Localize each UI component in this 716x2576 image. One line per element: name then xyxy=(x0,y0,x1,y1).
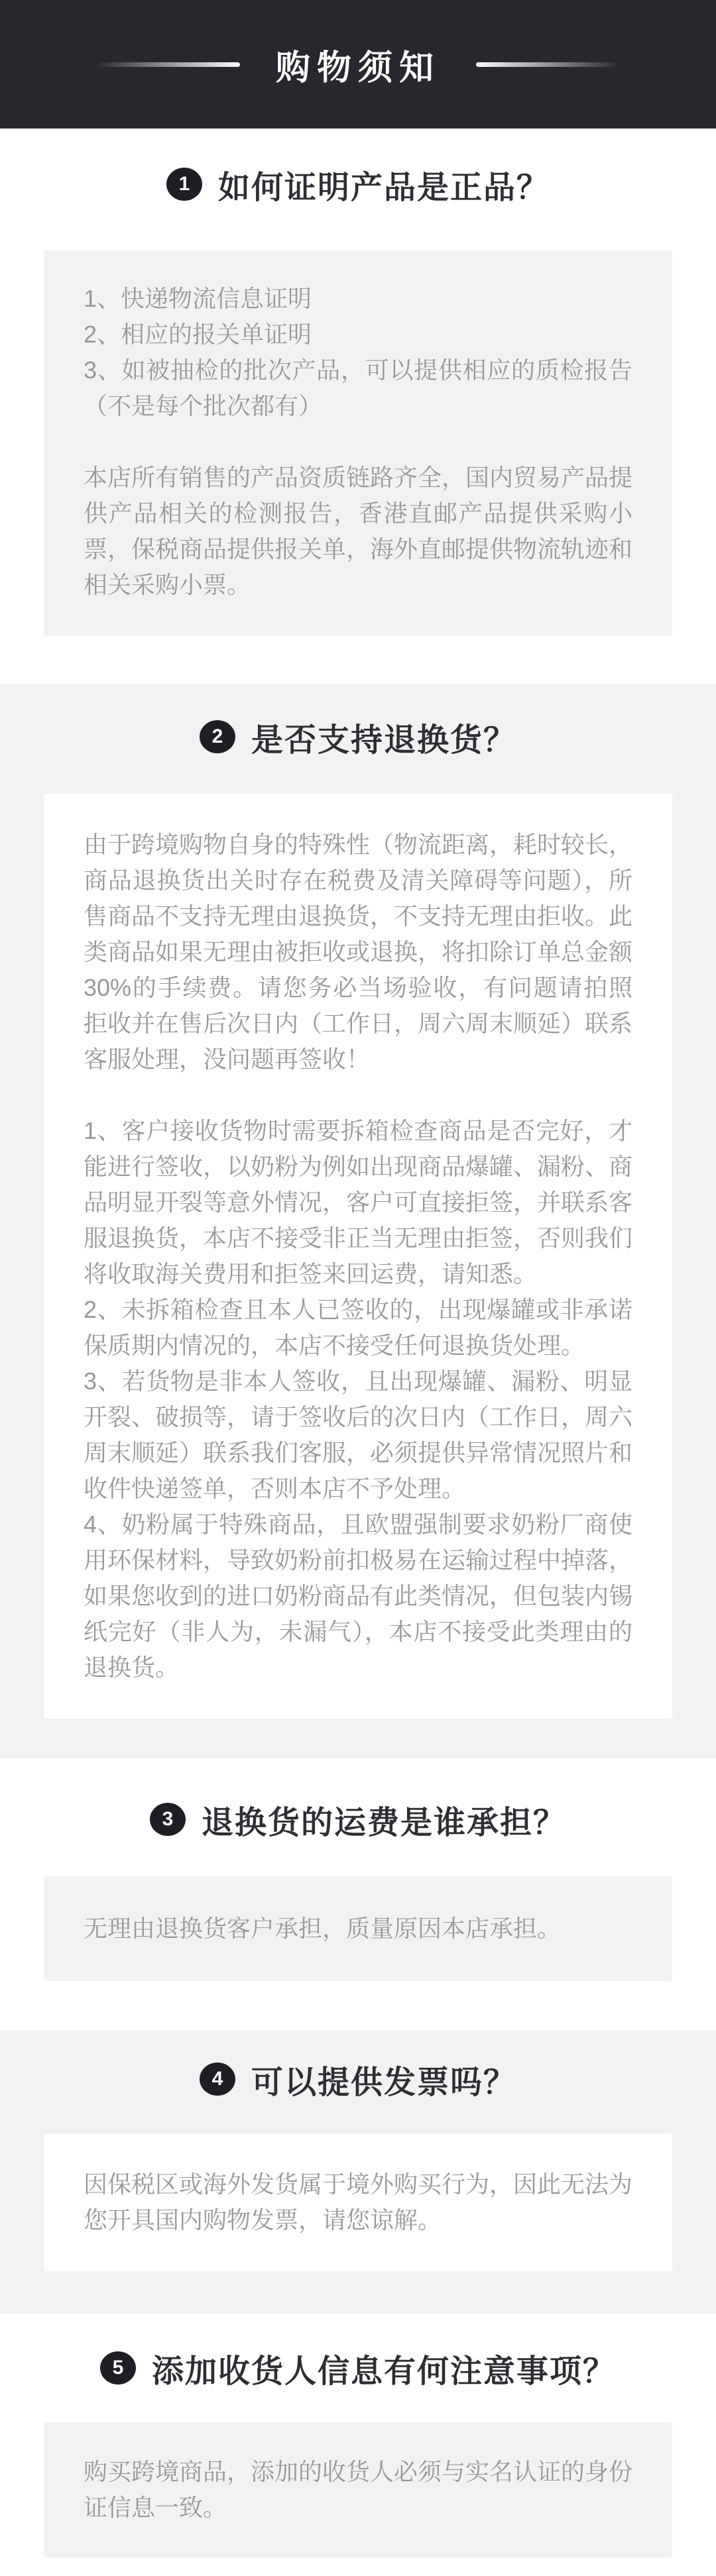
body-paragraph: 无理由退换货客户承担，质量原因本店承担。 xyxy=(84,1915,562,1942)
page-title: 购物须知 xyxy=(275,48,440,87)
section-body xyxy=(44,2422,672,2557)
body-paragraph: 由于跨境购物自身的特殊性（物流距离，耗时较长，商品退换货出关时存在税费及清关障碍等问题），所售商品不支持无理由退换货，不支持无理由拒收。此类商品如果无理由被拒收或退换，将扣除订单总金额30%的手续费。请您务必当场验收，有问题请拍照拒收并在售后次日内（工作日，周六周末顺延）联系客服处理，没问题再签收！ xyxy=(84,831,633,1073)
section-body xyxy=(44,2133,672,2271)
body-paragraph: 4、奶粉属于特殊商品，且欧盟强制要求奶粉厂商使用环保材料，导致奶粉前扣极易在运输过程中掉落，如果您收到的进口奶粉商品有此类情况，但包装内锡纸完好（非人为，未漏气），本店不接受此类理由的退换货。 xyxy=(84,1511,633,1681)
section-number-badge: 3 xyxy=(150,1803,186,1836)
section-shipping-fee xyxy=(0,1801,716,1981)
body-paragraph: 购买跨境商品，添加的收货人必须与实名认证的身份证信息一致。 xyxy=(84,2458,633,2521)
body-paragraph: 3、如被抽检的批次产品，可以提供相应的质检报告（不是每个批次都有） xyxy=(84,356,632,419)
section-header xyxy=(0,166,716,203)
section-authenticity xyxy=(0,166,716,636)
body-paragraph: 3、若货物是非本人签收，且出现爆罐、漏粉、明显开裂、破损等，请于签收后的次日内（工作日，周六周末顺延）联系我们客服，必须提供异常情况照片和收件快递签单，否则本店不予处理。 xyxy=(84,1368,633,1502)
header-banner xyxy=(0,0,716,129)
section-title: 如何证明产品是正品？ xyxy=(217,170,550,205)
section-header xyxy=(0,1801,716,1841)
section-body xyxy=(44,250,672,636)
body-paragraph: 本店所有销售的产品资质链路齐全，国内贸易产品提供产品相关的检测报告，香港直邮产品提供采购小票，保税商品提供报关单，海外直邮提供物流轨迹和相关采购小票。 xyxy=(84,464,633,598)
section-body xyxy=(44,794,672,1719)
body-paragraph: 因保税区或海外发货属于境外购买行为，因此无法为您开具国内购物发票，请您谅解。 xyxy=(84,2171,633,2233)
section-title: 添加收货人信息有何注意事项？ xyxy=(151,2353,616,2389)
section-number-badge: 5 xyxy=(100,2351,136,2385)
body-paragraph: 1、客户接收货物时需要拆箱检查商品是否完好，才能进行签收，以奶粉为例如出现商品爆罐、漏粉、商品明显开裂等意外情况，客户可直接拒签，并联系客服退换货，本店不接受非正当无理由拒签，否则我们将收取海关费用和拒签来回运费，请知悉。 xyxy=(84,1117,633,1287)
header-decor-line-left xyxy=(99,62,240,67)
section-number-badge: 2 xyxy=(200,720,235,753)
section-number-badge: 1 xyxy=(166,168,202,201)
body-paragraph: 2、未拆箱检查且本人已签收的，出现爆罐或非承诺保质期内情况的，本店不接受任何退换货处理。 xyxy=(84,1296,632,1359)
section-title: 可以提供发票吗？ xyxy=(251,2065,516,2100)
section-recipient-info xyxy=(0,2349,716,2557)
body-paragraph: 1、快递物流信息证明 xyxy=(84,285,312,312)
section-header xyxy=(0,718,716,758)
body-paragraph: 2、相应的报关单证明 xyxy=(84,321,312,348)
section-title: 是否支持退换货？ xyxy=(251,722,516,758)
section-body xyxy=(44,1876,672,1981)
section-title: 退换货的运费是谁承担？ xyxy=(201,1805,566,1841)
section-number-badge: 4 xyxy=(200,2063,235,2096)
section-invoice xyxy=(0,2030,716,2314)
section-returns xyxy=(0,684,716,1758)
section-header xyxy=(0,2061,716,2098)
section-header xyxy=(0,2349,716,2387)
header-decor-line-right xyxy=(476,62,617,67)
